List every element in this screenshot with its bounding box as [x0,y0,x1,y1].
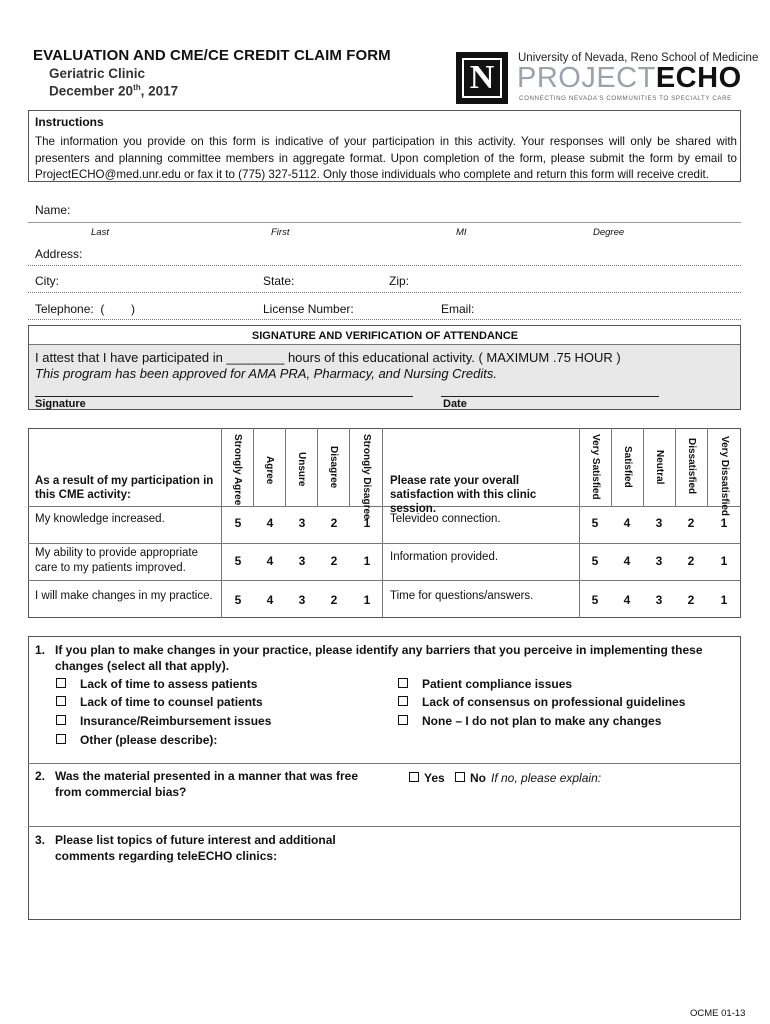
name-sub-degree: Degree [593,227,625,238]
address-line[interactable] [28,265,741,266]
rating-option[interactable]: 3 [655,554,663,568]
q2-yes-option[interactable]: Yes [409,771,445,785]
scale-unsure: Unsure [296,452,307,487]
scale-strongly-disagree: Strongly Disagree [361,434,372,520]
grid-divider [317,428,318,506]
row-time-questions: Time for questions/answers. [390,590,534,602]
name-label: Name: [35,203,71,217]
rating-option[interactable]: 1 [363,554,371,568]
question-divider [28,763,741,764]
license-label: License Number: [263,302,354,316]
grid-divider [253,428,254,506]
grid-row-divider [28,543,741,544]
rating-option[interactable]: 5 [234,516,242,530]
checkbox-icon[interactable] [56,678,66,688]
q1-option[interactable]: None – I do not plan to make any changes [398,714,661,728]
rating-option[interactable]: 1 [720,554,728,568]
rating-option[interactable]: 4 [266,593,274,607]
cme-activity-question: As a result of my participation in this CME activity: [35,475,214,501]
grid-divider [643,428,644,506]
rating-option[interactable]: 3 [298,593,306,607]
scale-very-dissatisfied: Very Dissatisfied [719,436,730,517]
rating-option[interactable]: 2 [330,516,338,530]
rating-option[interactable]: 5 [591,554,599,568]
rating-option[interactable]: 3 [655,516,663,530]
question-divider [28,826,741,827]
checkbox-icon[interactable] [398,715,408,725]
grid-divider [707,428,708,506]
q1-option[interactable]: Lack of time to counsel patients [56,695,263,709]
rating-option[interactable]: 4 [266,554,274,568]
approval-statement: This program has been approved for AMA PRA, Pharmacy, and Nursing Credits. [35,366,497,381]
satisfaction-question: Please rate your overall satisfaction with this clinic session. [390,475,537,515]
signature-header-divider [29,344,740,345]
logo-project-echo: PROJECTECHO [517,62,742,94]
address-label: Address: [35,247,83,261]
form-code: OCME 01-13 [690,1008,746,1019]
rating-option[interactable]: 1 [720,593,728,607]
rating-option[interactable]: 3 [298,554,306,568]
grid-divider [611,428,612,506]
grid-divider [285,428,286,506]
logo-tagline: CONNECTING NEVADA'S COMMUNITIES TO SPECIALTY CARE [519,95,732,102]
checkbox-icon[interactable] [409,772,419,782]
rating-option[interactable]: 3 [655,593,663,607]
name-sub-mi: MI [456,227,467,238]
rating-option[interactable]: 1 [363,516,371,530]
q2-explain: If no, please explain: [491,771,602,785]
rating-option[interactable]: 4 [623,516,631,530]
unr-n-logo-icon: N [456,52,508,104]
checkbox-icon[interactable] [56,715,66,725]
telephone-label: Telephone: ( ) [35,302,136,316]
q3-number: 3. [35,833,46,847]
grid-divider [675,428,676,506]
rating-option[interactable]: 2 [330,593,338,607]
form-title: EVALUATION AND CME/CE CREDIT CLAIM FORM [33,47,391,64]
grid-divider [349,428,350,506]
logo-university: University of Nevada, Reno School of Medicine [518,52,759,64]
grid-divider [579,428,580,618]
q2-no-option[interactable]: No [455,771,486,785]
q1-option[interactable]: Lack of consensus on professional guidelines [398,695,685,709]
date-line[interactable] [441,396,659,397]
q1-text: If you plan to make changes in your practice, please identify any barriers that you perceive in implementing these changes (select all that apply). [55,643,703,673]
instructions-text: The information you provide on this form is indicative of your participation in this activity. Your responses will only be shared with presenters and planning committee members in aggregate format. Upon completion of the form, please submit the form by email to ProjectECHO@med.unr.edu or fax it to (775) 327-5112. Only those individuals who complete and return this form will receive credit. [35,135,737,181]
rating-option[interactable]: 5 [591,516,599,530]
rating-option[interactable]: 1 [363,593,371,607]
instructions-heading: Instructions [35,115,104,129]
q1-option[interactable]: Other (please describe): [56,733,217,747]
signature-title: SIGNATURE AND VERIFICATION OF ATTENDANCE [251,330,519,342]
city-line[interactable] [28,292,741,293]
email-label: Email: [441,302,475,316]
checkbox-icon[interactable] [398,678,408,688]
checkbox-icon[interactable] [398,696,408,706]
row-information: Information provided. [390,551,499,563]
rating-option[interactable]: 2 [687,554,695,568]
rating-option[interactable]: 5 [234,554,242,568]
scale-neutral: Neutral [654,450,665,485]
checkbox-icon[interactable] [56,696,66,706]
clinic-name: Geriatric Clinic [49,66,146,81]
scale-dissatisfied: Dissatisfied [686,438,697,495]
grid-row-divider [28,506,741,507]
zip-label: Zip: [389,274,410,288]
q1-option[interactable]: Patient compliance issues [398,677,572,691]
q1-number: 1. [35,643,46,657]
row-make-changes: I will make changes in my practice. [35,590,213,602]
scale-very-satisfied: Very Satisfied [590,434,601,500]
row-televideo: Televideo connection. [390,513,501,525]
telephone-line[interactable] [28,319,741,320]
rating-option[interactable]: 5 [234,593,242,607]
scale-strongly-agree: Strongly Agree [232,434,243,506]
checkbox-icon[interactable] [455,772,465,782]
rating-option[interactable]: 4 [266,516,274,530]
q3-text: Please list topics of future interest and additional comments regarding teleECHO clinics: [55,833,336,863]
rating-option[interactable]: 1 [720,516,728,530]
name-line[interactable] [28,222,741,223]
signature-label: Signature [35,398,86,410]
state-label: State: [263,274,295,288]
rating-option[interactable]: 4 [623,593,631,607]
signature-line[interactable] [35,396,413,397]
checkbox-icon[interactable] [56,734,66,744]
clinic-date: December 20th, 2017 [49,83,179,99]
q2-number: 2. [35,769,46,783]
date-label: Date [443,398,467,410]
name-sub-last: Last [91,227,109,238]
rating-option[interactable]: 5 [591,593,599,607]
name-sub-first: First [271,227,290,238]
rating-option[interactable]: 2 [330,554,338,568]
rating-option[interactable]: 3 [298,516,306,530]
q1-option[interactable]: Lack of time to assess patients [56,677,257,691]
city-label: City: [35,274,59,288]
rating-option[interactable]: 2 [687,593,695,607]
rating-option[interactable]: 4 [623,554,631,568]
row-ability-improved: My ability to provide appropriate care to my patients improved. [35,547,198,574]
grid-divider [382,428,383,618]
grid-row-divider [28,580,741,581]
scale-agree: Agree [264,456,275,485]
q1-option[interactable]: Insurance/Reimbursement issues [56,714,271,728]
grid-divider [221,428,222,618]
attest-statement: I attest that I have participated in ________ hours of this educational activity. ( MAXIMUM .75 HOUR ) [35,350,621,365]
row-knowledge-increased: My knowledge increased. [35,513,165,525]
scale-disagree: Disagree [328,446,339,489]
rating-option[interactable]: 2 [687,516,695,530]
scale-satisfied: Satisfied [622,446,633,488]
q2-text: Was the material presented in a manner that was free from commercial bias? [55,769,358,799]
